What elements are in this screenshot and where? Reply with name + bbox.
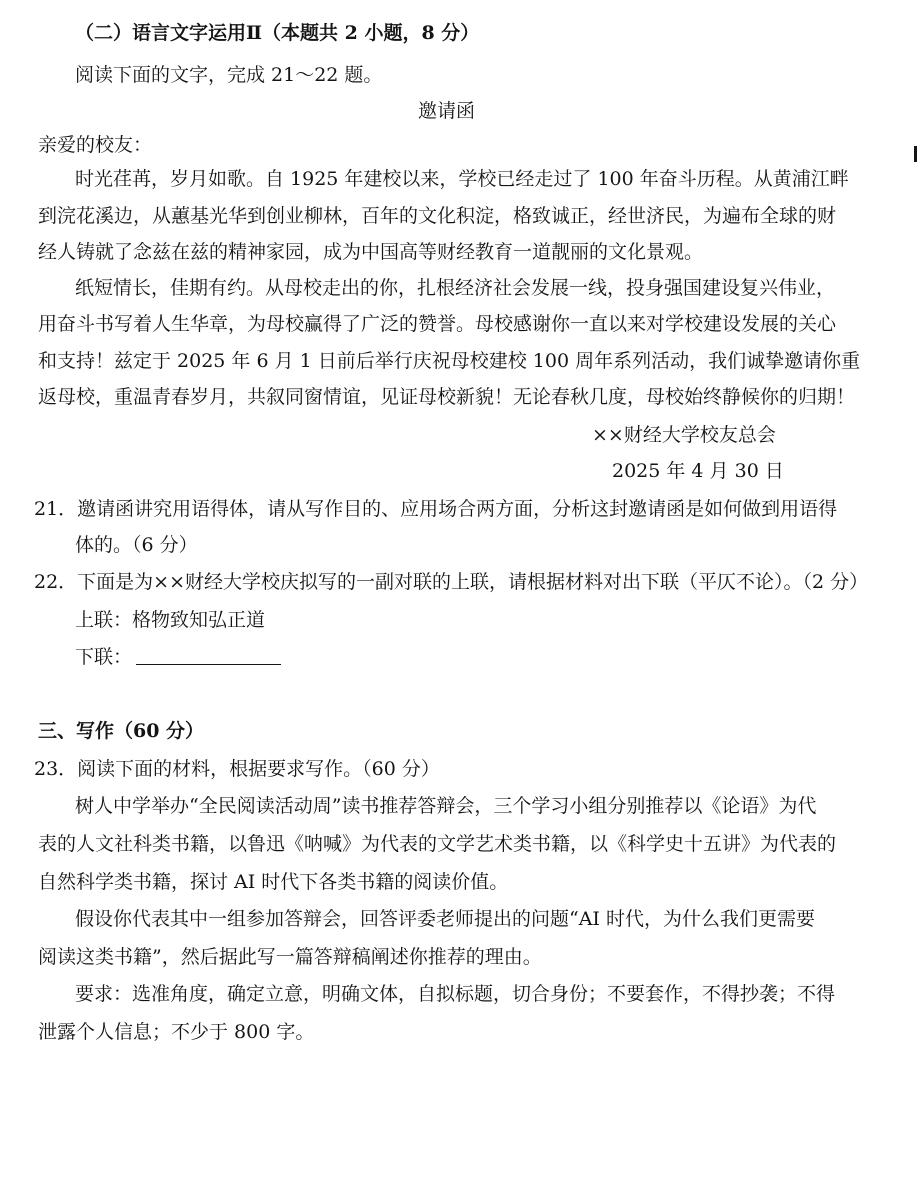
couplet-upper: 上联：格物致知弘正道 bbox=[75, 609, 266, 631]
material-line: 树人中学举办“全民阅读活动周”读书推荐答辩会，三个学习小组分别推荐以《论语》为代 bbox=[75, 795, 817, 817]
edge-mark bbox=[914, 146, 917, 162]
letter-date: 2025 年 4 月 30 日 bbox=[612, 460, 784, 482]
question-21: 21．邀请函讲究用语得体，请从写作目的、应用场合两方面，分析这封邀请函是如何做到用语得 bbox=[34, 498, 838, 520]
letter-paragraph-line: 和支持！兹定于 2025 年 6 月 1 日前后举行庆祝母校建校 100 周年系列活动，我们诚挚邀请你重 bbox=[38, 350, 861, 372]
answer-blank[interactable] bbox=[136, 644, 281, 665]
letter-salutation: 亲爱的校友： bbox=[38, 134, 153, 156]
section-heading-writing: 三、写作（60 分） bbox=[38, 720, 205, 742]
question-22: 22．下面是为××财经大学校庆拟写的一副对联的上联，请根据材料对出下联（平仄不论）。（2 分） bbox=[34, 571, 869, 593]
material-line: 表的人文社科类书籍，以鲁迅《呐喊》为代表的文学艺术类书籍，以《科学史十五讲》为代表的 bbox=[38, 833, 837, 855]
letter-paragraph-line: 返母校，重温青春岁月，共叙同窗情谊，见证母校新貌！无论春秋几度，母校始终静候你的归期！ bbox=[38, 386, 856, 408]
letter-paragraph-line: 时光荏苒，岁月如歌。自 1925 年建校以来，学校已经走过了 100 年奋斗历程。从黄浦江畔 bbox=[75, 168, 849, 190]
letter-paragraph-line: 经人铸就了念兹在兹的精神家园，成为中国高等财经教育一道靓丽的文化景观。 bbox=[38, 241, 704, 263]
requirement-line: 要求：选准角度，确定立意，明确文体，自拟标题，切合身份；不要套作，不得抄袭；不得 bbox=[75, 983, 836, 1005]
material-line: 自然科学类书籍，探讨 AI 时代下各类书籍的阅读价值。 bbox=[38, 871, 509, 893]
letter-paragraph-line: 到浣花溪边，从蕙基光华到创业柳林，百年的文化积淀，格致诚正，经世济民，为遍布全球的财 bbox=[38, 205, 837, 227]
letter-signature: ××财经大学校友总会 bbox=[592, 424, 776, 446]
couplet-lower bbox=[75, 643, 281, 671]
material-line: 阅读这类书籍”，然后据此写一篇答辩稿阐述你推荐的理由。 bbox=[38, 946, 542, 968]
couplet-lower-label: 下联： bbox=[75, 646, 133, 668]
requirement-line: 泄露个人信息；不少于 800 字。 bbox=[38, 1021, 315, 1043]
question-23: 23．阅读下面的材料，根据要求写作。（60 分） bbox=[34, 758, 440, 780]
letter-paragraph-line: 用奋斗书写着人生华章，为母校赢得了广泛的赞誉。母校感谢你一直以来对学校建设发展的关心 bbox=[38, 313, 837, 335]
section-heading-language-use: （二）语言文字运用Ⅱ（本题共 2 小题，8 分） bbox=[75, 22, 480, 44]
letter-paragraph-line: 纸短情长，佳期有约。从母校走出的你，扎根经济社会发展一线，投身强国建设复兴伟业， bbox=[75, 277, 836, 299]
material-line: 假设你代表其中一组参加答辩会，回答评委老师提出的问题“AI 时代，为什么我们更需要 bbox=[75, 908, 815, 930]
letter-title: 邀请函 bbox=[418, 100, 476, 122]
reading-instruction: 阅读下面的文字，完成 21～22 题。 bbox=[75, 64, 383, 86]
question-21-cont: 体的。（6 分） bbox=[75, 534, 198, 556]
